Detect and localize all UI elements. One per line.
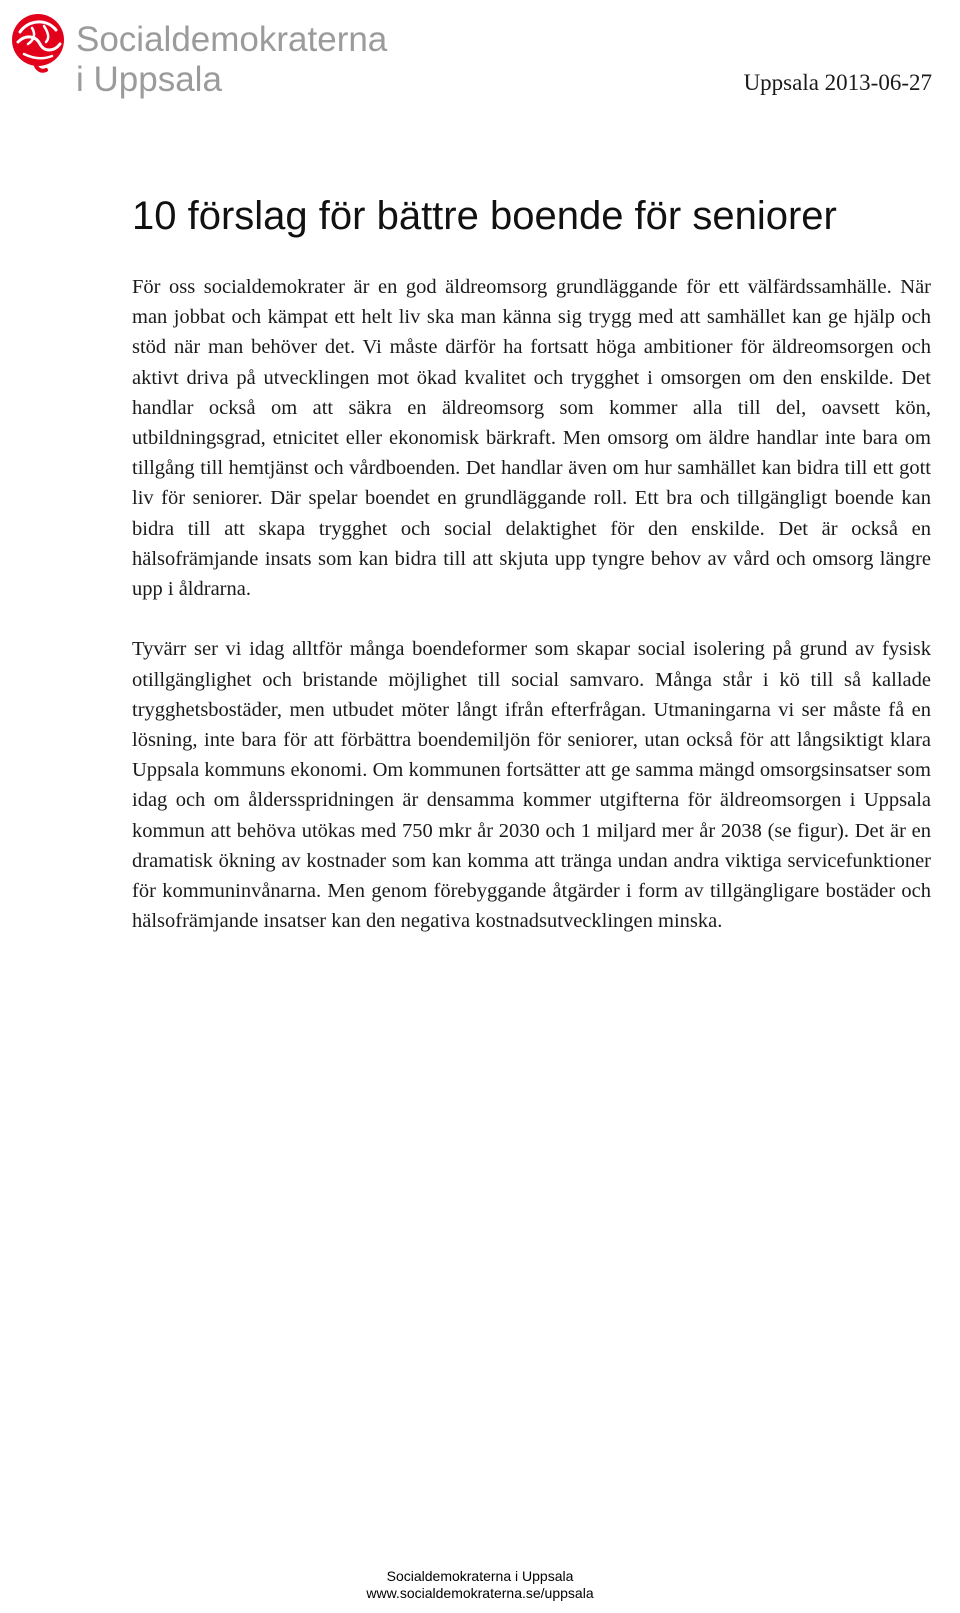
organization-name-line2: i Uppsala	[76, 60, 222, 99]
page-footer	[0, 1568, 960, 1602]
footer-organization: Socialdemokraterna i Uppsala	[386, 1568, 574, 1584]
footer-website: www.socialdemokraterna.se/uppsala	[366, 1585, 594, 1601]
document-title: 10 förslag för bättre boende för seniorer	[132, 194, 837, 238]
red-rose-icon	[6, 10, 70, 74]
organization-name-line1: Socialdemokraterna	[76, 20, 388, 59]
paragraph-2: Tyvärr ser vi idag alltför många boendeformer som skapar social isolering på grund av fysisk otillgänglighet och bristande möjlighet till social samvaro. Många står i kö till så kallade trygghetsbostäder, men utbudet möter långt ifrån efterfrågan. Utmaningarna vi ser måste få en lösning, inte bara för att förbättra boendemiljön för seniorer, utan också för att långsiktigt klara Uppsala kommuns ekonomi. Om kommunen fortsätter att ge samma mängd omsorgsinsatser som idag och om åldersspridningen är densamma kommer utgifterna för äldreomsorgen i Uppsala kommun att behöva utökas med 750 mkr år 2030 och 1 miljard mer år 2038 (se figur). Det är en dramatisk ökning av kostnader som kan komma att tränga undan andra viktiga servicefunktioner för kommuninvånarna. Men genom förebyggande åtgärder i form av tillgängligare bostäder och hälsofrämjande insatser kan den negativa kostnadsutvecklingen minska.	[132, 638, 931, 933]
paragraph-1: För oss socialdemokrater är en god äldreomsorg grundläggande för ett välfärdssamhälle. När man jobbat och kämpat ett helt liv ska man känna sig trygg med att samhället kan ge hjälp och stöd när man behöver det. Vi måste därför ha fortsatt höga ambitioner för äldreomsorgen och aktivt driva på utvecklingen mot ökad kvalitet och trygghet i omsorgen om den enskilde. Det handlar också om att säkra en äldreomsorg som kommer alla till del, oavsett kön, utbildningsgrad, etnicitet eller ekonomisk bärkraft. Men omsorg om äldre handlar inte bara om tillgång till hemtjänst och vårdboenden. Det handlar även om hur samhället kan bidra till ett gott liv för seniorer. Där spelar boendet en grundläggande roll. Ett bra och tillgängligt boende kan bidra till att skapa trygghet och social delaktighet för den enskilde. Det är också en hälsofrämjande insats som kan bidra till att skjuta upp tyngre behov av vård och omsorg längre upp i åldrarna.	[132, 276, 931, 601]
organization-name	[76, 20, 387, 100]
document-date: Uppsala 2013-06-27	[743, 70, 932, 95]
document-body	[132, 272, 931, 967]
